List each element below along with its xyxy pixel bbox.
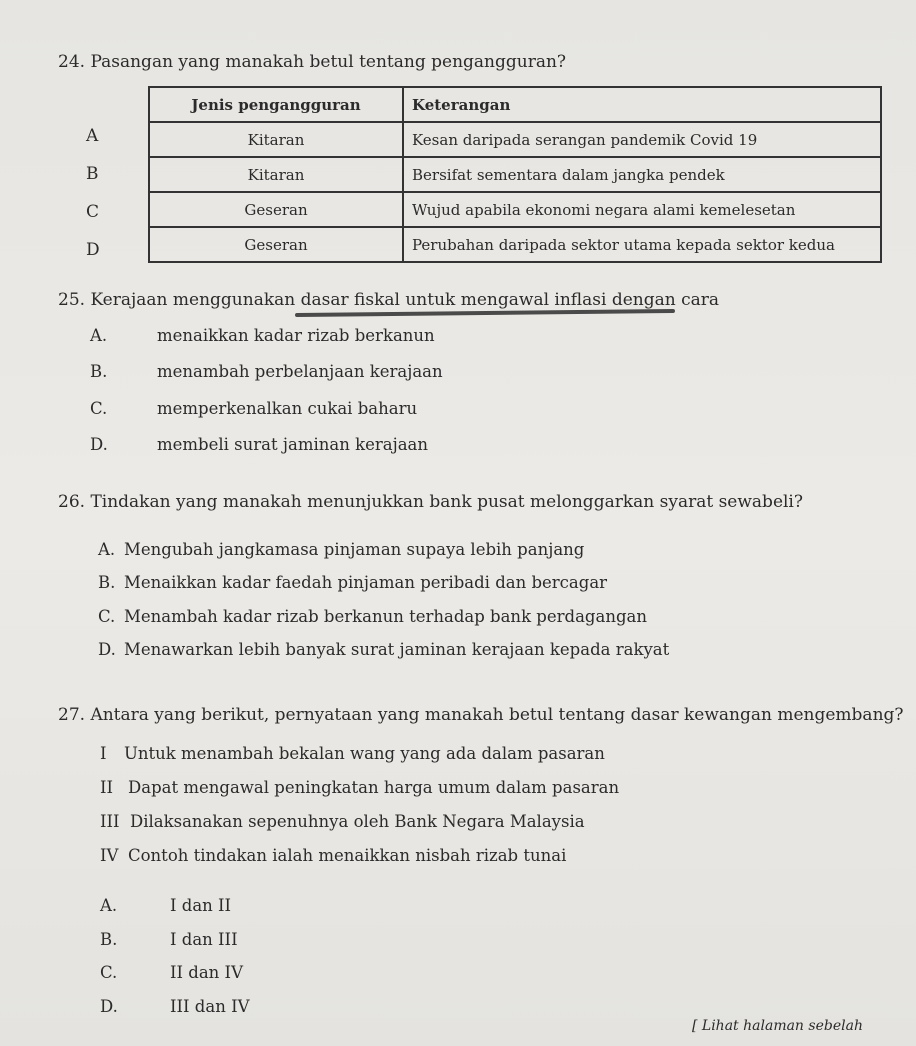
q27-statement-iv: IV Contoh tindakan ialah menaikkan nisbah rizab tunai [100,846,567,865]
q26-option-c[interactable]: C. Menambah kadar rizab berkanun terhadap bank perdagangan [98,607,647,626]
q25-title: 25. Kerajaan menggunakan dasar fiskal untuk mengawal inflasi dengan cara [58,290,720,310]
q24-row-label-a: A [86,126,99,146]
q24-row-label-c: C [86,202,100,222]
table-row [149,192,881,227]
q27-option-b[interactable]: B. I dan III [100,930,238,949]
cell-type: Kitaran [149,157,403,192]
q27-option-d[interactable]: D. III dan IV [100,997,250,1016]
table-header-row [149,87,881,122]
cell-type: Geseran [149,192,403,227]
cell-type: Kitaran [149,122,403,157]
table-row [149,122,881,157]
cell-desc: Kesan daripada serangan pandemik Covid 19 [403,122,881,157]
q24-row-label-d: D [86,240,100,260]
cell-desc: Bersifat sementara dalam jangka pendek [403,157,881,192]
cell-type: Geseran [149,227,403,262]
q25-option-d[interactable]: D. membeli surat jaminan kerajaan [90,435,428,454]
q27-option-c[interactable]: C. II dan IV [100,963,243,982]
q25-option-c[interactable]: C. memperkenalkan cukai baharu [90,399,418,418]
header-jenis: Jenis pengangguran [149,87,403,122]
cell-desc: Perubahan daripada sektor utama kepada sektor kedua [403,227,881,262]
q25-option-b[interactable]: B. menambah perbelanjaan kerajaan [90,362,443,381]
q26-option-d[interactable]: D. Menawarkan lebih banyak surat jaminan kerajaan kepada rakyat [98,640,670,659]
q26-title: 26. Tindakan yang manakah menunjukkan bank pusat melonggarkan syarat sewabeli? [58,492,803,512]
q27-statement-iii: III Dilaksanakan sepenuhnya oleh Bank Negara Malaysia [100,812,585,831]
pen-underline [295,309,675,317]
q24-table [148,86,882,263]
table-row [149,157,881,192]
header-keterangan: Keterangan [403,87,881,122]
q24-row-label-b: B [86,164,99,184]
q26-option-a[interactable]: A. Mengubah jangkamasa pinjaman supaya lebih panjang [98,540,585,559]
q27-title: 27. Antara yang berikut, pernyataan yang manakah betul tentang dasar kewangan mengembang? [58,705,904,725]
table-row [149,227,881,262]
page-footer-note: [ Lihat halaman sebelah [692,1018,863,1034]
q27-statement-ii: II Dapat mengawal peningkatan harga umum dalam pasaran [100,778,620,797]
q27-option-a[interactable]: A. I dan II [100,896,232,915]
cell-desc: Wujud apabila ekonomi negara alami kemelesetan [403,192,881,227]
q25-option-a[interactable]: A. menaikkan kadar rizab berkanun [90,326,435,345]
q26-option-b[interactable]: B. Menaikkan kadar faedah pinjaman peribadi dan bercagar [98,573,608,592]
q27-statement-i: I Untuk menambah bekalan wang yang ada dalam pasaran [100,744,605,763]
q24-title: 24. Pasangan yang manakah betul tentang pengangguran? [58,52,567,72]
